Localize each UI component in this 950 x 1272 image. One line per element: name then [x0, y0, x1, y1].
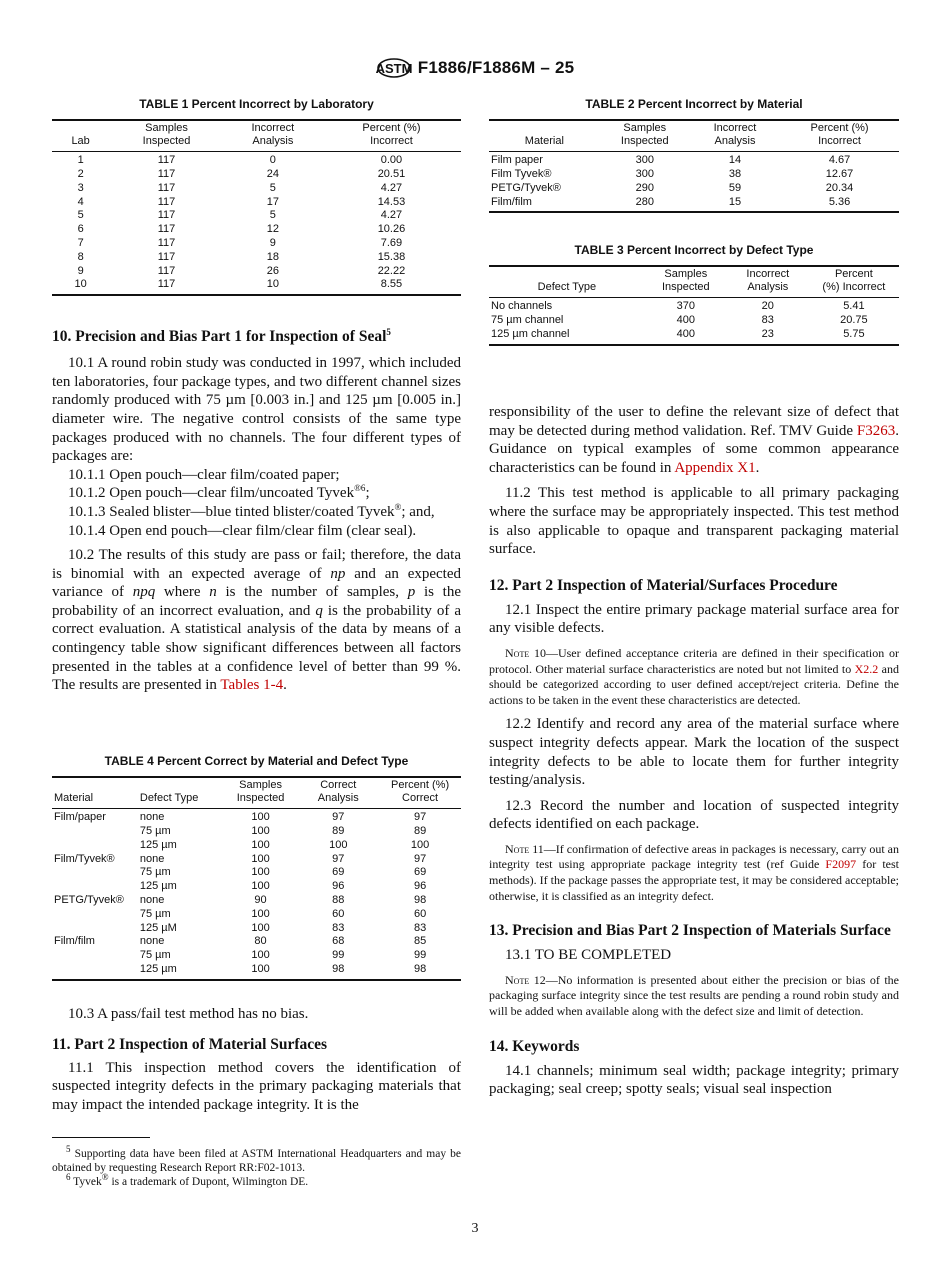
table-4-header-material: Material: [52, 777, 138, 809]
table-1-header-samples: Samples Inspected: [109, 120, 224, 152]
paragraph-14-1: 14.1 channels; minimum seal width; package integrity; primary packaging; seal creep; spotty seals; visual seal inspection: [489, 1062, 899, 1098]
document-designation: F1886/F1886M – 25: [417, 58, 575, 77]
table-1-grid: [52, 119, 461, 297]
f2097-link[interactable]: F2097: [825, 857, 857, 872]
paragraph-11-1-continued: responsibility of the user to define the relevant size of defect that may be detected during method validation. Ref. TMV Guide F3263. Guidance on typical examples of some common appearance characteristics can be found in Appendix X1.: [489, 404, 899, 476]
table-1: [52, 95, 461, 296]
svg-text:ASTM: ASTM: [375, 61, 412, 76]
paragraph-10-1-3: 10.1.3 Sealed blister—blue tinted blister/coated Tyvek®; and,: [68, 501, 435, 520]
table-row: 9 117 26 22.22: [77, 264, 406, 277]
table-3-header-incorrect: Incorrect Analysis: [727, 266, 809, 298]
table-row: 10 117 10 8.55: [52, 278, 461, 295]
footnotes: [52, 1137, 461, 1189]
table-row: Film/paper none 100 97 97: [54, 811, 427, 824]
table-4-title: TABLE 4 Percent Correct by Material and Defect Type: [104, 754, 409, 768]
table-row: 75 µm 100 99 99: [139, 949, 427, 962]
table-row: 4 117 17 14.53: [77, 195, 406, 208]
table-row: PETG/Tyvek® none 90 88 98: [54, 893, 427, 906]
table-2-title: TABLE 2 Percent Incorrect by Material: [585, 97, 803, 111]
appendix-x1-link[interactable]: Appendix X1: [674, 459, 756, 476]
table-row: 125 µm 100 98 98: [52, 963, 461, 980]
section-12-heading: 12. Part 2 Inspection of Material/Surfaces Procedure: [489, 576, 838, 594]
footnote-5: $^5$ Supporting data have been filed at ASTM International Headquarters and may be obtained by requesting Research Report RR:F02-1013.: [52, 1144, 461, 1174]
page-number: 3: [471, 1221, 479, 1236]
table-2-header-samples: Samples Inspected: [600, 120, 690, 152]
table-1-title: TABLE 1 Percent Incorrect by Laboratory: [139, 97, 374, 111]
table-2-grid: [489, 119, 899, 214]
table-row: Film Tyvek® 300 38 12.67: [491, 167, 854, 180]
table-row: 75 µm 100 89 89: [139, 824, 427, 837]
paragraph-13-1: 13.1 TO BE COMPLETED: [505, 947, 672, 964]
table-row: 1 117 0 0.00: [77, 154, 403, 167]
note-10: Note 10—User defined acceptance criteria are defined in their specification or protocol. Other material surface characteristics are noted but not limited to X2.2 and should be categorized according to user defined accept/reject criteria. Define the actions to be taken in the event these characteristics are detected.: [489, 645, 899, 707]
f3263-link[interactable]: F3263: [856, 422, 896, 439]
table-3-header-percent: Percent (%) Incorrect: [809, 266, 899, 298]
table-1-header-incorrect: Incorrect Analysis: [224, 120, 322, 152]
footnote-divider: [52, 1137, 150, 1138]
table-4-header-percent: Percent (%) Correct: [379, 777, 461, 809]
table-3-header-samples: Samples Inspected: [645, 266, 727, 298]
table-3: [489, 241, 899, 346]
paragraph-12-2: 12.2 Identify and record any area of the material surface where suspect integrity defects appear. Mark the location of the suspect integrity defects to be able to locate them for further integrity testing/analysis.: [489, 716, 899, 789]
table-row: PETG/Tyvek® 290 59 20.34: [491, 181, 854, 194]
table-3-grid: [489, 265, 899, 346]
astm-logo-icon: [376, 53, 412, 83]
paragraph-10-2: 10.2 The results of this study are pass or fail; therefore, the data is binomial with an expected average of np and an expected variance of npq where n is the number of samples, p is the probability of an incorrect evaluation, and q is the probability of a correct evaluation. A statistical analysis of the data by means of a contingency table show significant differences between all factors presented in the tables at a confidence level of better than 99 %. The results are presented in Tables 1-4.: [52, 547, 461, 694]
table-2-header-material: Material: [489, 120, 600, 152]
table-row: Film/Tyvek® none 100 97 97: [54, 852, 427, 865]
table-row: 3 117 5 4.27: [77, 181, 403, 194]
paragraph-10-3: 10.3 A pass/fail test method has no bias.: [68, 1006, 309, 1022]
table-row: Film/film 280 15 5.36: [489, 196, 899, 213]
table-row: 75 µm 100 69 69: [139, 866, 427, 879]
table-2-header-incorrect: Incorrect Analysis: [690, 120, 780, 152]
section-13-heading: 13. Precision and Bias Part 2 Inspection of Materials Surface: [489, 922, 891, 940]
section-10-heading: 10. Precision and Bias Part 1 for Inspection of Seal$^5$: [52, 327, 391, 346]
paragraph-10-1-1: 10.1.1 Open pouch—clear film/coated paper;: [68, 466, 340, 483]
table-3-header-defect: Defect Type: [489, 266, 645, 298]
table-row: 125 µm 100 96 96: [139, 880, 427, 893]
paragraph-12-1: 12.1 Inspect the entire primary package material surface area for any visible defects.: [489, 601, 899, 637]
paragraph-10-1-4: 10.1.4 Open end pouch—clear film/clear film (clear seal).: [68, 522, 417, 539]
table-row: 8 117 18 15.38: [77, 250, 406, 263]
table-row: 6 117 12 10.26: [77, 223, 406, 236]
section-14-heading: 14. Keywords: [489, 1037, 580, 1055]
note-12: Note 12—No information is presented about either the precision or bias of the packaging surface integrity since the test results are pending a round robin study and will be added when available along with the defect size and limit of detection.: [489, 972, 899, 1019]
table-row: 7 117 9 7.69: [77, 236, 403, 249]
table-4-grid: [52, 776, 461, 981]
paragraph-11-2: 11.2 This test method is applicable to all primary packaging where the surface may be appropriately inspected. This test method is also applicable to opaque and transparent packaging material surface.: [489, 485, 899, 558]
table-row: 75 µm 100 60 60: [139, 907, 427, 920]
table-row: 75 µm channel 400 83 20.75: [491, 313, 868, 326]
table-row: 125 µm channel 400 23 5.75: [489, 328, 899, 345]
table-4-header-defect: Defect Type: [138, 777, 224, 809]
table-row: Film/film none 80 68 85: [54, 935, 427, 948]
paragraph-12-3: 12.3 Record the number and location of suspected integrity defects identified on each package.: [489, 797, 899, 833]
table-row: No channels 370 20 5.41: [491, 300, 865, 313]
page-header: [0, 52, 950, 84]
table-4: [52, 752, 461, 981]
paragraph-10-1: 10.1 A round robin study was conducted in 1997, which included ten laboratories, four package types, and two different channel sizes randomly produced with 75 µm [0.003 in.] and 125 µm [0.005 in.] diameter wire. The negative control consists of the same type packages produced with no channels. The four different types of packages are:: [52, 355, 461, 465]
footnote-6: $^6$ Tyvek® is a trademark of Dupont, Wilmington DE.: [66, 1172, 309, 1188]
table-row: 5 117 5 4.27: [77, 209, 403, 222]
section-10-3-and-11: [52, 1005, 461, 1114]
paragraph-10-1-2: 10.1.2 Open pouch—clear film/uncoated Tyvek$^{®6}$;: [68, 483, 370, 502]
table-4-header-samples: Samples Inspected: [224, 777, 298, 809]
table-4-header-correct: Correct Analysis: [297, 777, 379, 809]
table-row: Film paper 300 14 4.67: [491, 154, 851, 167]
note-11: Note 11—If confirmation of defective areas in packages is necessary, carry out an integrity test using appropriate package integrity test (ref Guide F2097 for test methods). If the package passes the appropriate test, it may be considered acceptable; otherwise, it is classified as an integrity defect.: [489, 841, 900, 903]
table-1-header-lab: Lab: [52, 120, 109, 152]
table-row: 2 117 24 20.51: [77, 167, 406, 180]
x2-2-link[interactable]: X2.2: [854, 661, 879, 676]
table-row: 125 µm 100 100 100: [139, 838, 430, 851]
table-row: 125 µM 100 83 83: [139, 921, 427, 934]
table-2: [489, 95, 899, 213]
section-11-continued: [489, 403, 899, 1099]
section-10: [52, 323, 461, 695]
table-1-header-percent: Percent (%) Incorrect: [322, 120, 461, 152]
table-3-title: TABLE 3 Percent Incorrect by Defect Type: [574, 243, 814, 257]
table-2-header-percent: Percent (%) Incorrect: [780, 120, 899, 152]
paragraph-11-1-start: 11.1 This inspection method covers the identification of suspected integrity defects in the primary packaging materials that may impact the intended package integrity. It is the: [52, 1059, 461, 1113]
tables-1-4-link[interactable]: Tables 1-4: [220, 677, 284, 694]
section-11-heading: 11. Part 2 Inspection of Material Surfaces: [52, 1035, 328, 1053]
